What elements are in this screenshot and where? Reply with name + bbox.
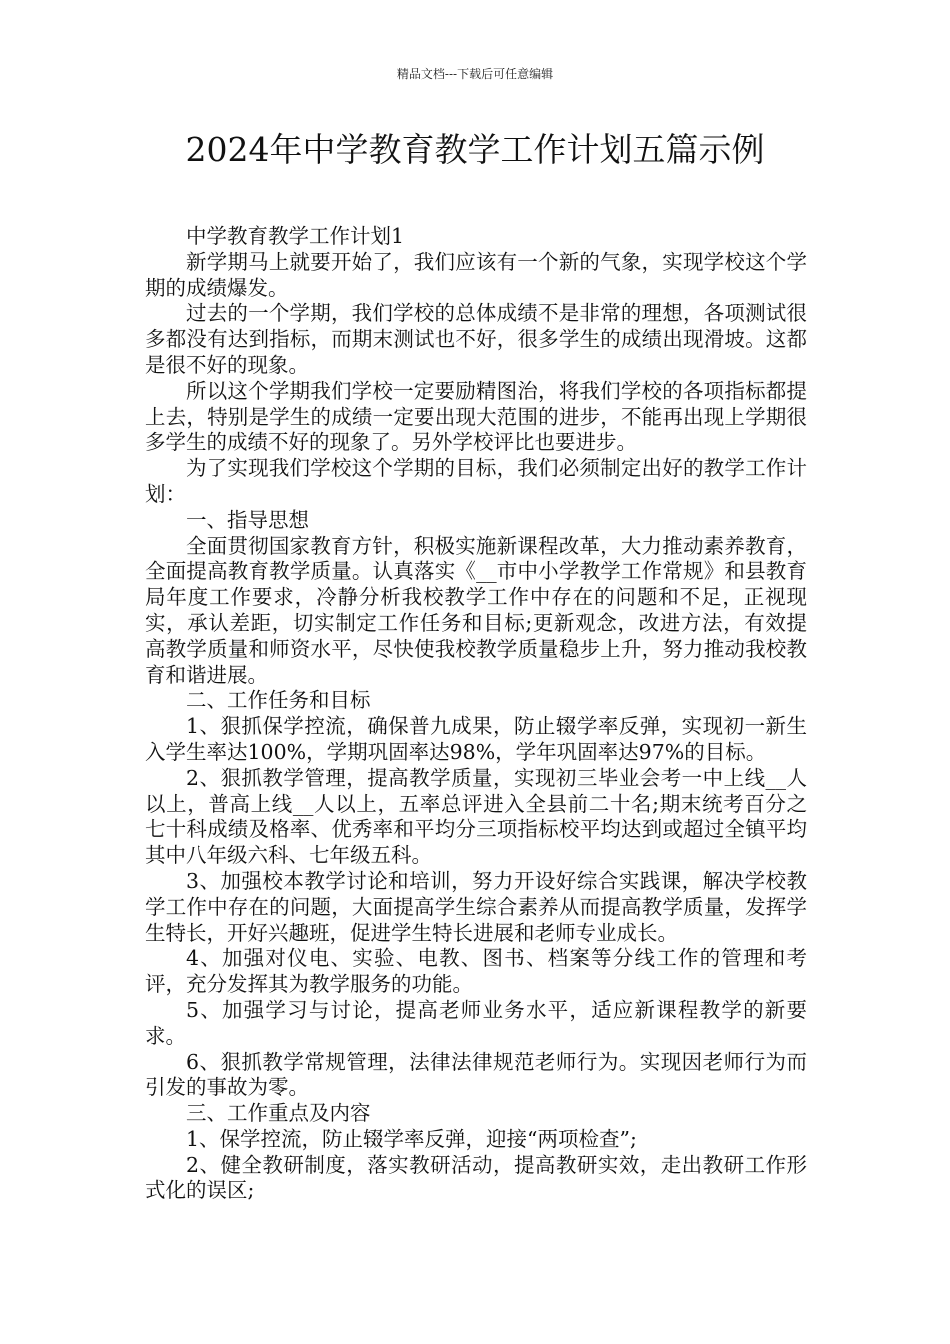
section-heading-tasks-goals: 二、工作任务和目标 [186,688,371,713]
section-heading-key-content: 三、工作重点及内容 [186,1101,371,1126]
section-heading-plan-1: 中学教育教学工作计划1 [186,224,405,248]
section-heading-guiding-ideology: 一、指导思想 [186,507,309,532]
list-item: 2、狠抓教学管理，提高教学质量，实现初三毕业会考一中上线__人以上，普高上线__人以上，五率总评进入全县前二十名;期末统考百分之七十科成绩及格率、优秀率和平均分三项指标校平均达到或超过全镇平均其中八年级六科、七年级五科。 [145,765,807,868]
list-item: 6、狠抓教学常规管理，法律法律规范老师行为。实现因老师行为而引发的事故为零。 [145,1049,807,1100]
document-title: 2024年中学教育教学工作计划五篇示例 [185,130,765,169]
list-item: 1、狠抓保学控流，确保普九成果，防止辍学率反弹，实现初一新生入学生率达100%，学期巩固率达98%，学年巩固率达97%的目标。 [145,714,807,764]
list-item: 3、加强校本教学讨论和培训，努力开设好综合实践课，解决学校教学工作中存在的问题，大面提高学生综合素养从而提高教学质量，发挥学生特长，开好兴趣班，促进学生特长进展和老师专业成长。 [145,868,807,945]
paragraph: 为了实现我们学校这个学期的目标，我们必须制定出好的教学工作计划： [145,456,807,506]
paragraph: 全面贯彻国家教育方针，积极实施新课程改革，大力推动素养教育，全面提高教育教学质量。认真落实《__市中小学教学工作常规》和县教育局年度工作要求，冷静分析我校教学工作中存在的问题和不足，正视现实，承认差距，切实制定工作任务和目标;更新观念，改进方法，有效提高教学质量和师资水平，尽快使我校教学质量稳步上升，努力推动我校教育和谐进展。 [145,533,807,687]
list-item: 2、健全教研制度，落实教研活动，提高教研实效，走出教研工作形式化的误区; [145,1152,807,1203]
paragraph: 所以这个学期我们学校一定要励精图治，将我们学校的各项指标都提上去，特别是学生的成绩一定要出现大范围的进步，不能再出现上学期很多学生的成绩不好的现象了。另外学校评比也要进步。 [145,378,807,455]
list-item: 1、保学控流，防止辍学率反弹，迎接“两项检查”; [186,1126,637,1151]
page-header-note: 精品文档---下载后可任意编辑 [396,67,554,81]
list-item: 4、加强对仪电、实验、电教、图书、档案等分线工作的管理和考评，充分发挥其为教学服务的功能。 [145,946,807,997]
paragraph: 新学期马上就要开始了，我们应该有一个新的气象，实现学校这个学期的成绩爆发。 [145,249,807,300]
list-item: 5、加强学习与讨论，提高老师业务水平，适应新课程教学的新要求。 [145,997,807,1048]
paragraph: 过去的一个学期，我们学校的总体成绩不是非常的理想，各项测试很多都没有达到指标，而期末测试也不好，很多学生的成绩出现滑坡。这都是很不好的现象。 [145,301,807,377]
document-body [145,224,807,1204]
